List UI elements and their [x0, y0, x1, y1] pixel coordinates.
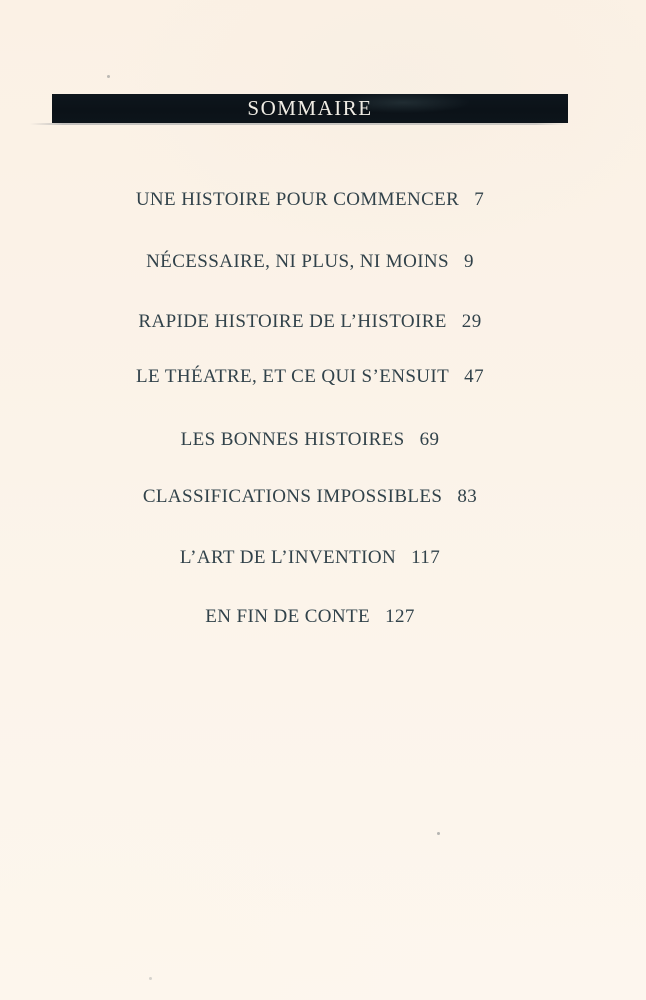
- toc-entry-page: 117: [411, 547, 441, 568]
- toc-entry-page: 9: [464, 251, 474, 272]
- toc-entry: [52, 547, 568, 569]
- toc-entry-page: 83: [457, 486, 478, 507]
- toc-entry-page: 7: [474, 189, 485, 210]
- page-title: SOMMAIRE: [247, 95, 373, 120]
- toc-entry-title: LES BONNES HISTOIRES: [180, 429, 405, 450]
- toc-entry: [52, 189, 568, 211]
- toc-entry: [52, 251, 568, 273]
- scan-speck: [107, 75, 110, 78]
- scan-speck: [149, 977, 152, 980]
- toc-entry-page: 47: [464, 366, 484, 387]
- toc-entry-title: NÉCESSAIRE, NI PLUS, NI MOINS: [146, 251, 450, 272]
- toc-entry: [52, 429, 568, 451]
- toc-entry: [52, 311, 568, 333]
- toc-entry-title: L’ART DE L’INVENTION: [179, 547, 397, 568]
- toc-entry-page: 127: [385, 606, 415, 627]
- toc-entry-title: LE THÉATRE, ET CE QUI S’ENSUIT: [136, 366, 450, 387]
- table-of-contents: [52, 0, 568, 1000]
- toc-entry-page: 29: [461, 311, 482, 332]
- toc-entry: [52, 366, 568, 388]
- toc-entry-title: EN FIN DE CONTE: [205, 606, 371, 627]
- toc-entry-page: 69: [419, 429, 440, 450]
- toc-entry-title: RAPIDE HISTOIRE DE L’HISTOIRE: [138, 311, 447, 332]
- toc-entry-title: CLASSIFICATIONS IMPOSSIBLES: [142, 486, 443, 507]
- scan-speck: [437, 832, 440, 835]
- toc-entry: [52, 486, 568, 508]
- toc-entry-title: UNE HISTOIRE POUR COMMENCER: [135, 189, 460, 210]
- toc-entry: [52, 606, 568, 628]
